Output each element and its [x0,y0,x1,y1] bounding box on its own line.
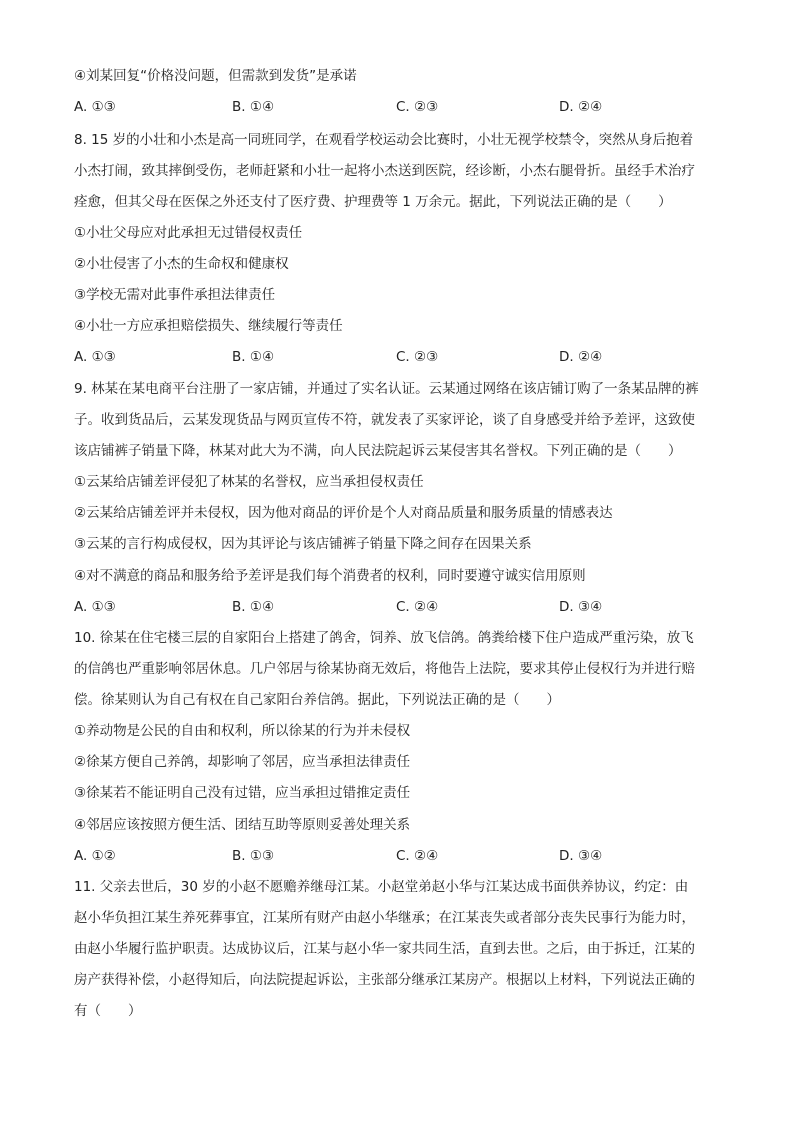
q10-option-c: C. ②④ [396,848,439,864]
q7-option-d: D. ②④ [559,99,603,115]
q9-option-c: C. ②④ [396,599,439,615]
q11-stem-line-2: 赵小华负担江某生养死葬事宜，江某所有财产由赵小华继承；在江某丧失或者部分丧失民事行为能力时， [74,910,695,926]
q10-option-b: B. ①③ [232,848,275,864]
q11-stem-line-3: 由赵小华履行监护职责。达成协议后，江某与赵小华一家共同生活，直到去世。之后，由于拆迁，江某的 [74,941,695,957]
q8-option-d: D. ②④ [559,349,603,365]
q9-item-1: ①云某给店铺差评侵犯了林某的名誉权，应当承担侵权责任 [74,474,424,490]
q8-item-4: ④小壮一方应承担赔偿损失、继续履行等责任 [74,318,343,334]
q10-options [74,846,724,866]
q8-option-b: B. ①④ [232,349,275,365]
q10-item-3: ③徐某若不能证明自己没有过错，应当承担过错推定责任 [74,785,411,801]
q9-option-b: B. ①④ [232,599,275,615]
q8-options [74,347,724,367]
q8-item-1: ①小壮父母应对此承担无过错侵权责任 [74,225,303,241]
q10-stem-line-1: 10. 徐某在住宅楼三层的自家阳台上搭建了鸽舍，饲养、放飞信鸽。鸽粪给楼下住户造成严重污染，放飞 [74,630,694,646]
q10-item-2: ②徐某方便自己养鸽，却影响了邻居，应当承担法律责任 [74,754,411,770]
q10-stem-line-2: 的信鸽也严重影响邻居休息。几户邻居与徐某协商无效后，将他告上法院，要求其停止侵权行为并进行赔 [74,661,695,677]
q9-option-d: D. ③④ [559,599,603,615]
q8-option-c: C. ②③ [396,349,439,365]
q9-item-3: ③云某的言行构成侵权，因为其评论与该店铺裤子销量下降之间存在因果关系 [74,536,532,552]
q10-option-d: D. ③④ [559,848,603,864]
q8-option-a: A. ①③ [74,349,116,365]
q9-item-2: ②云某给店铺差评并未侵权，因为他对商品的评价是个人对商品质量和服务质量的情感表达 [74,505,613,521]
q11-stem-line-4: 房产获得补偿，小赵得知后，向法院提起诉讼，主张部分继承江某房产。根据以上材料，下列说法正确的 [74,972,695,988]
q8-stem-line-1: 8. 15 岁的小壮和小杰是高一同班同学，在观看学校运动会比赛时，小壮无视学校禁令，突然从身后抱着 [74,132,694,148]
q9-stem-line-1: 9. 林某在某电商平台注册了一家店铺，并通过了实名认证。云某通过网络在该店铺订购了一条某品牌的裤 [74,381,699,397]
q8-stem-line-2: 小杰打闹，致其摔倒受伤，老师赶紧和小壮一起将小杰送到医院，经诊断，小杰右腿骨折。虽经手术治疗 [74,163,695,179]
q11-stem-line-1: 11. 父亲去世后，30 岁的小赵不愿赡养继母江某。小赵堂弟赵小华与江某达成书面供养协议，约定：由 [74,879,689,895]
q7-item-4: ④刘某回复“价格没问题，但需款到发货”是承诺 [74,68,357,84]
q10-option-a: A. ①② [74,848,116,864]
q8-stem-line-3: 痊愈，但其父母在医保之外还支付了医疗费、护理费等 1 万余元。据此，下列说法正确的是（ ） [74,194,672,210]
q8-item-2: ②小壮侵害了小杰的生命权和健康权 [74,256,289,272]
q9-option-a: A. ①③ [74,599,116,615]
q9-stem-line-3: 该店铺裤子销量下降，林某对此大为不满，向人民法院起诉云某侵害其名誉权。下列正确的是（ ） [74,443,682,459]
q10-item-1: ①养动物是公民的自由和权利，所以徐某的行为并未侵权 [74,723,411,739]
q11-stem-line-5: 有（ ） [74,1003,142,1019]
q7-options [74,97,724,117]
q10-stem-line-3: 偿。徐某则认为自己有权在自己家阳台养信鸽。据此，下列说法正确的是（ ） [74,692,560,708]
q9-options [74,597,724,617]
q7-option-a: A. ①③ [74,99,116,115]
q7-option-b: B. ①④ [232,99,275,115]
q9-item-4: ④对不满意的商品和服务给予差评是我们每个消费者的权利，同时要遵守诚实信用原则 [74,568,586,584]
q9-stem-line-2: 子。收到货品后，云某发现货品与网页宣传不符，就发表了买家评论，谈了自身感受并给予差评，这致使 [74,412,695,428]
q10-item-4: ④邻居应该按照方便生活、团结互助等原则妥善处理关系 [74,817,411,833]
q7-option-c: C. ②③ [396,99,439,115]
q8-item-3: ③学校无需对此事件承担法律责任 [74,287,276,303]
